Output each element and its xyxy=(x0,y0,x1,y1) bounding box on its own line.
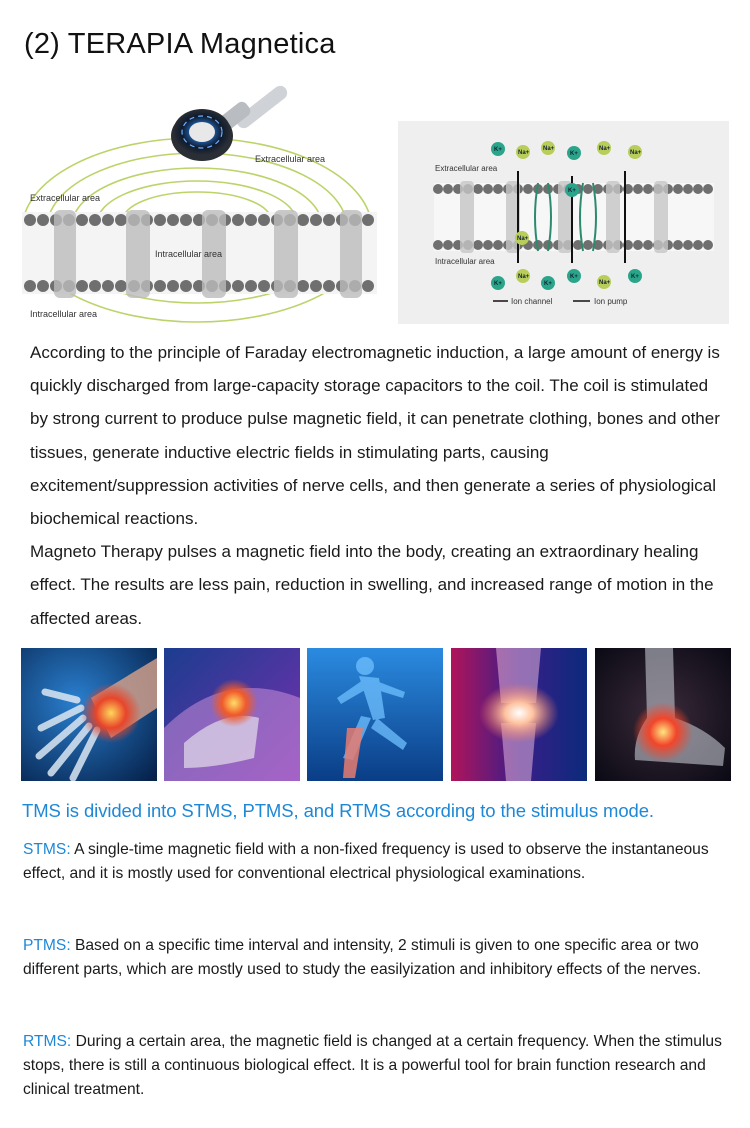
lipid-head xyxy=(473,184,483,194)
svg-text:K+: K+ xyxy=(494,147,502,153)
lipid-head xyxy=(76,214,88,226)
legend-ion-channel: Ion channel xyxy=(511,297,553,306)
lipid-head xyxy=(115,280,127,292)
lipid-head xyxy=(693,240,703,250)
lipid-head xyxy=(493,184,503,194)
lipid-head xyxy=(443,184,453,194)
lipid-head xyxy=(643,184,653,194)
lipid-head xyxy=(24,280,36,292)
lipid-head xyxy=(673,240,683,250)
tms-heading: TMS is divided into STMS, PTMS, and RTMS according to the stimulus mode. xyxy=(22,800,654,821)
lipid-head xyxy=(633,184,643,194)
svg-text:Na+: Na+ xyxy=(599,280,611,286)
lipid-head xyxy=(443,240,453,250)
lipid-head xyxy=(258,280,270,292)
ankle-joint-image xyxy=(595,648,731,781)
lipid-head xyxy=(167,214,179,226)
svg-text:Na+: Na+ xyxy=(599,146,611,152)
knee-joint-image xyxy=(451,648,587,781)
lipid-head xyxy=(154,214,166,226)
lipid-head xyxy=(102,214,114,226)
lipid-head xyxy=(115,214,127,226)
lipid-head xyxy=(37,214,49,226)
lipid-head xyxy=(167,280,179,292)
svg-text:K+: K+ xyxy=(570,151,578,157)
label-intracellular-mid: Intracellular area xyxy=(155,249,223,259)
lipid-head xyxy=(89,280,101,292)
lipid-head xyxy=(102,280,114,292)
ptms-text: Based on a specific time interval and intensity, 2 stimuli is given to one specific area or two different parts, which are mostly used to study the easilyization and inhibitory effects of the nerves. xyxy=(23,937,702,978)
lipid-head xyxy=(693,184,703,194)
lipid-head xyxy=(523,184,533,194)
lipid-head xyxy=(310,280,322,292)
lipid-head xyxy=(633,240,643,250)
ptms-paragraph xyxy=(23,934,738,982)
lipid-head xyxy=(583,240,593,250)
svg-text:K+: K+ xyxy=(570,274,578,280)
svg-text:K+: K+ xyxy=(568,188,576,194)
lipid-head xyxy=(76,280,88,292)
lipid-head xyxy=(323,280,335,292)
lipid-head xyxy=(362,280,374,292)
lipid-head xyxy=(180,214,192,226)
runner-leg-image xyxy=(307,648,443,781)
rtms-text: During a certain area, the magnetic field is changed at a certain frequency. When the stimulus stops, there is still a continuous biological effect. It is a powerful tool for brain function research and clinical treatment. xyxy=(23,1033,722,1098)
lipid-head xyxy=(583,184,593,194)
page-title: (2) TERAPIA Magnetica xyxy=(24,28,336,60)
lipid-head xyxy=(493,240,503,250)
lipid-head xyxy=(310,214,322,226)
label-extracellular: Extracellular area xyxy=(435,164,498,173)
magnetic-coil-diagram xyxy=(22,80,382,325)
lipid-head xyxy=(673,184,683,194)
lipid-head xyxy=(323,214,335,226)
svg-text:K+: K+ xyxy=(494,281,502,287)
stms-text: A single-time magnetic field with a non-fixed frequency is used to observe the instantaneous effect, and it is mostly used for conventional electrical physiological examinations. xyxy=(23,841,709,882)
lipid-head xyxy=(297,280,309,292)
lipid-head xyxy=(89,214,101,226)
lipid-head xyxy=(180,280,192,292)
lipid-head xyxy=(473,240,483,250)
lipid-head xyxy=(154,280,166,292)
lipid-head xyxy=(37,280,49,292)
hand-joint-image xyxy=(21,648,157,781)
rtms-term: RTMS: xyxy=(23,1033,72,1050)
lipid-head xyxy=(483,184,493,194)
shoulder-joint-image xyxy=(164,648,300,781)
lipid-head xyxy=(258,214,270,226)
intro-paragraph-1: According to the principle of Faraday electromagnetic induction, a large amount of energy is quickly discharged from large-capacity storage capacitors to the coil. The coil is stimulated by strong current to produce pulse magnetic field, it can penetrate clothing, bones and other tissues, generate inductive electric fields in stimulating parts, causing excitement/suppression activities of nerve cells, and then generate a series of physiological biochemical reactions. xyxy=(30,343,720,529)
ion-channel-diagram xyxy=(398,121,729,324)
svg-text:Na+: Na+ xyxy=(630,150,642,156)
label-extracellular-left: Extracellular area xyxy=(30,193,101,203)
intro-text xyxy=(30,336,720,635)
lipid-head xyxy=(703,240,713,250)
svg-text:Na+: Na+ xyxy=(518,150,530,156)
lipid-head xyxy=(643,240,653,250)
legend-ion-pump: Ion pump xyxy=(594,297,628,306)
lipid-head xyxy=(245,214,257,226)
lipid-head xyxy=(245,280,257,292)
stms-term: STMS: xyxy=(23,841,71,858)
lipid-head xyxy=(433,240,443,250)
lipid-head xyxy=(483,240,493,250)
label-extracellular-top: Extracellular area xyxy=(255,154,326,164)
svg-text:K+: K+ xyxy=(544,281,552,287)
label-intracellular-bottom: Intracellular area xyxy=(30,309,98,319)
label-intracellular: Intracellular area xyxy=(435,257,495,266)
svg-text:Na+: Na+ xyxy=(518,274,530,280)
lipid-head xyxy=(24,214,36,226)
stms-paragraph xyxy=(23,838,738,886)
rtms-paragraph xyxy=(23,1030,738,1102)
lipid-head xyxy=(232,214,244,226)
lipid-head xyxy=(683,184,693,194)
lipid-head xyxy=(297,214,309,226)
svg-text:Na+: Na+ xyxy=(543,146,555,152)
photo-strip xyxy=(21,648,731,781)
lipid-head xyxy=(683,240,693,250)
lipid-head xyxy=(232,280,244,292)
intro-paragraph-2: Magneto Therapy pulses a magnetic field into the body, creating an extraordinary healing effect. The results are less pain, reduction in swelling, and increased range of motion in the affected areas. xyxy=(30,542,714,628)
lipid-head xyxy=(362,214,374,226)
ptms-term: PTMS: xyxy=(23,937,71,954)
svg-text:Na+: Na+ xyxy=(517,236,529,242)
lipid-head xyxy=(433,184,443,194)
svg-text:K+: K+ xyxy=(631,274,639,280)
lipid-head xyxy=(703,184,713,194)
